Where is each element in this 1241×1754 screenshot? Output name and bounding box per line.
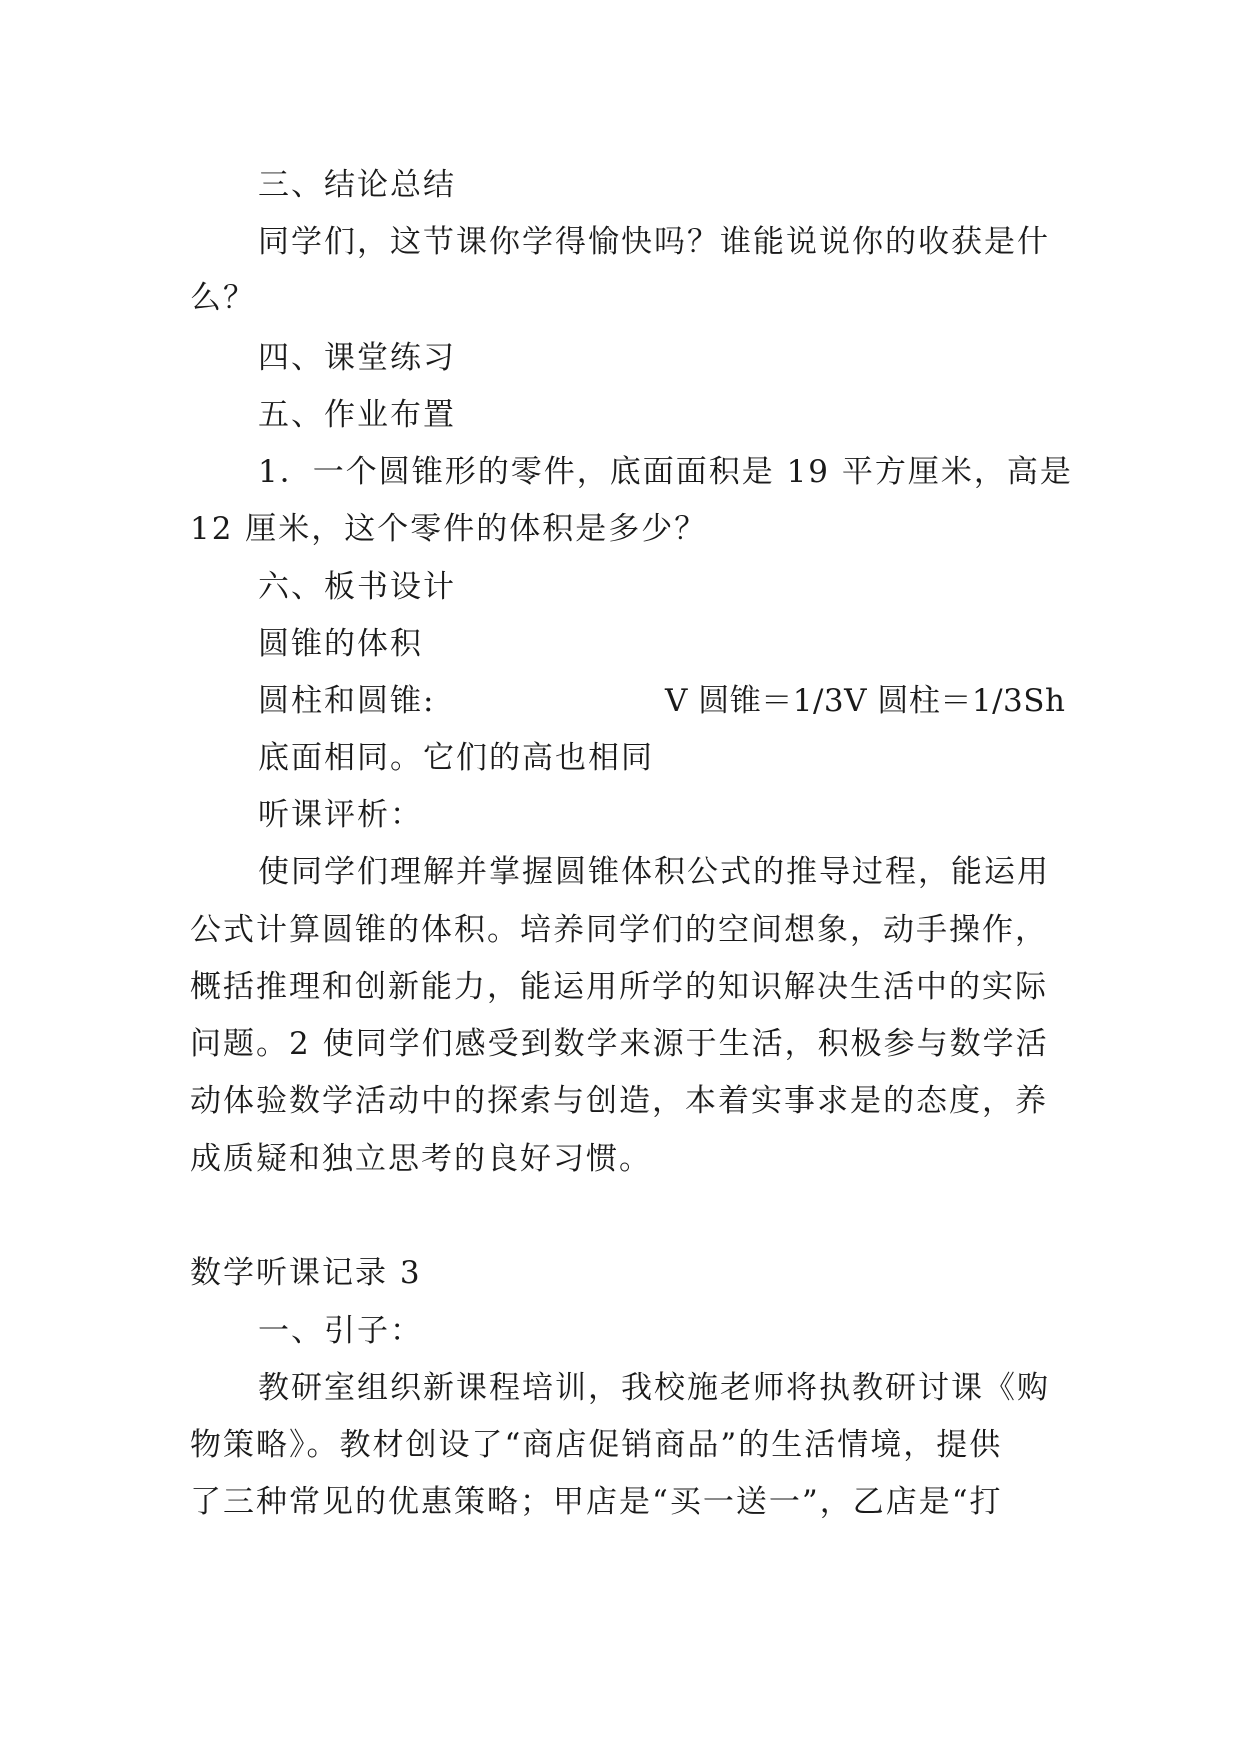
volume-formula: V 圆锥＝1/3V 圆柱＝1/3Sh <box>665 683 1066 719</box>
board-label: 圆柱和圆锥: <box>258 683 436 719</box>
paragraph-line: 概括推理和创新能力，能运用所学的知识解决生活中的实际 <box>190 969 1048 1005</box>
board-title: 圆锥的体积 <box>258 626 423 662</box>
paragraph-line: 成质疑和独立思考的良好习惯。 <box>190 1141 652 1177</box>
heading-practice: 四、课堂练习 <box>258 340 456 376</box>
heading-homework: 五、作业布置 <box>258 397 456 433</box>
heading-conclusion: 三、结论总结 <box>258 167 456 203</box>
paragraph-line: 么？ <box>190 280 256 316</box>
paragraph-line: 12 厘米，这个零件的体积是多少？ <box>190 511 708 547</box>
heading-board-design: 六、板书设计 <box>258 569 456 605</box>
paragraph-line: 同学们，这节课你学得愉快吗？谁能说说你的收获是什 <box>258 224 1050 260</box>
board-note: 底面相同。它们的高也相同 <box>258 740 654 776</box>
heading-introduction: 一、引子： <box>258 1313 423 1349</box>
paragraph-line: 教研室组织新课程培训，我校施老师将执教研讨课《购 <box>258 1370 1050 1406</box>
paragraph-line: 物策略》。教材创设了“商店促销商品”的生活情境，提供 <box>190 1427 1003 1463</box>
paragraph-line: 问题。2 使同学们感受到数学来源于生活，积极参与数学活 <box>190 1026 1049 1062</box>
paragraph-line: 使同学们理解并掌握圆锥体积公式的推导过程，能运用 <box>258 854 1050 890</box>
heading-evaluation: 听课评析： <box>258 797 423 833</box>
section-title: 数学听课记录 3 <box>190 1255 422 1291</box>
paragraph-line: 了三种常见的优惠策略；甲店是“买一送一”，乙店是“打 <box>190 1484 1003 1520</box>
paragraph-line: 动体验数学活动中的探索与创造，本着实事求是的态度，养 <box>190 1083 1048 1119</box>
paragraph-line: 1．一个圆锥形的零件，底面面积是 19 平方厘米，高是 <box>258 454 1073 490</box>
paragraph-line: 公式计算圆锥的体积。培养同学们的空间想象，动手操作， <box>190 912 1048 948</box>
